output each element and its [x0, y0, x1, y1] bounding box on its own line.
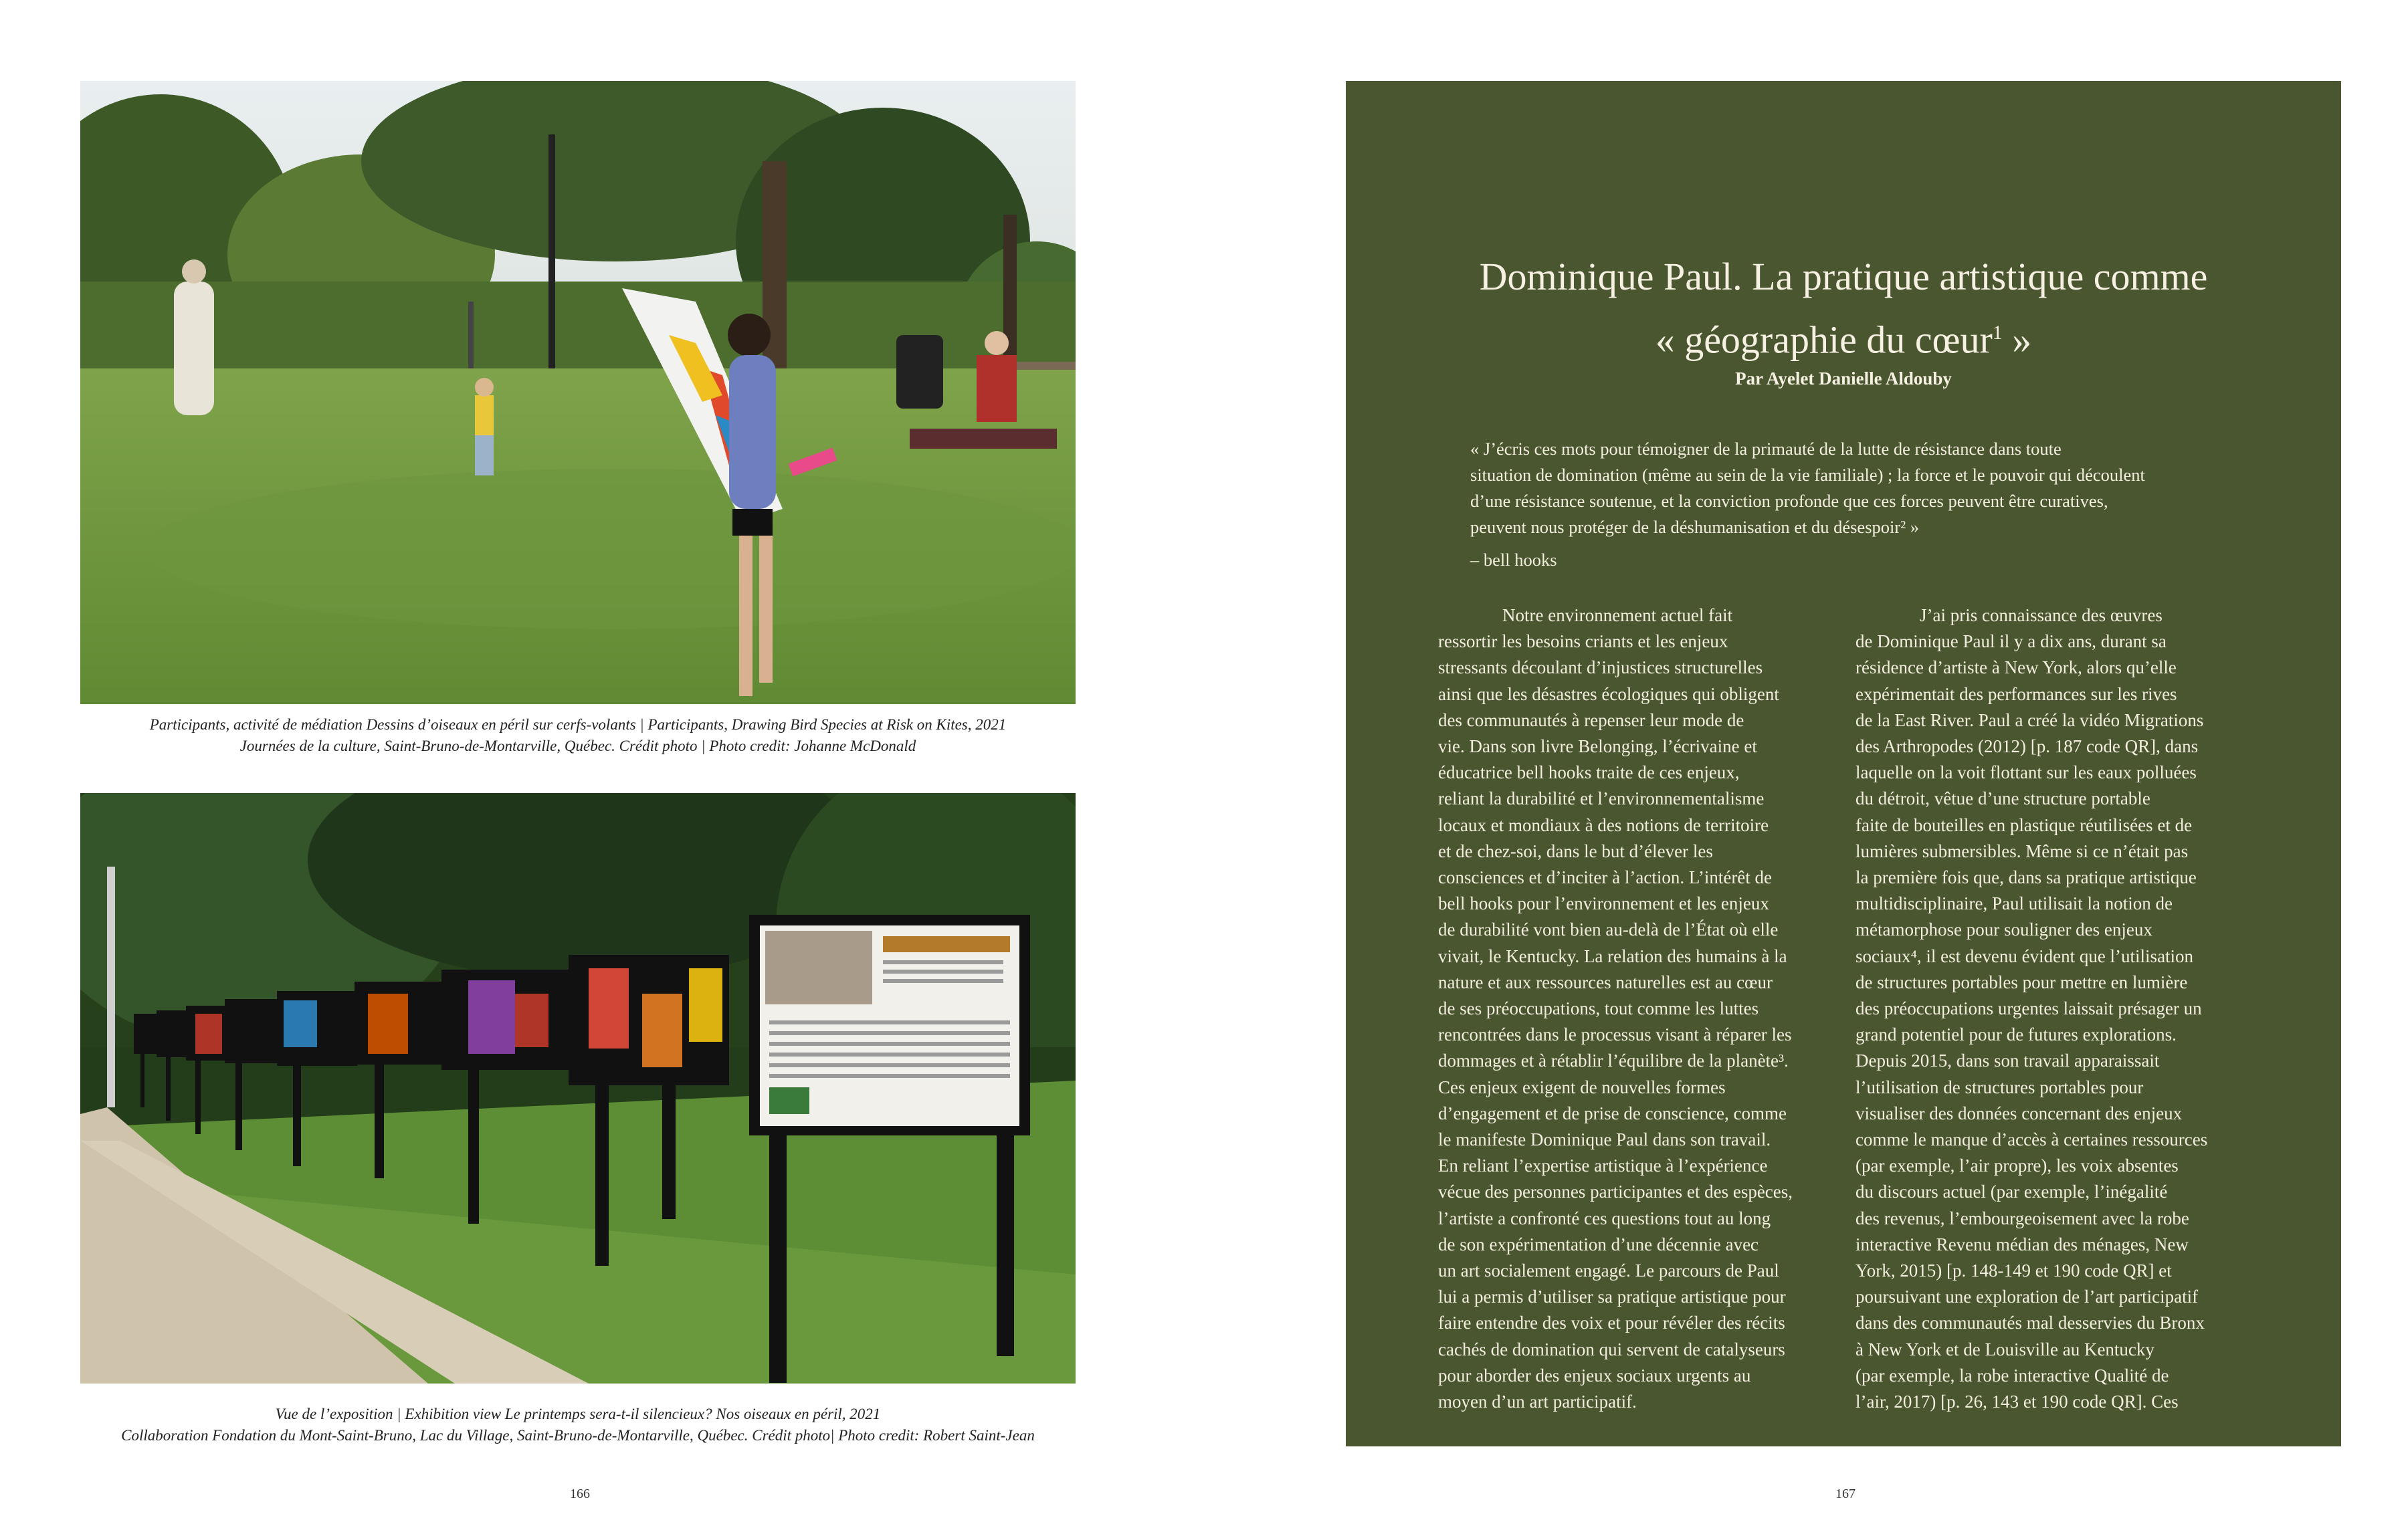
body-text-line: de son expérimentation d’une décennie avec: [1438, 1234, 1759, 1254]
body-text-line: reliant la durabilité et l’environnementalisme: [1438, 788, 1765, 809]
title-footnote-marker: 1: [1992, 322, 2003, 344]
body-text-line: moyen d’un art participatif.: [1438, 1392, 1637, 1412]
body-text-line: des préoccupations urgentes laissait présager un: [1855, 998, 2202, 1019]
body-text-line: le manifeste Dominique Paul dans son travail.: [1438, 1129, 1771, 1150]
author-byline: Par Ayelet Danielle Aldouby: [1735, 368, 1952, 389]
body-text-line: vivait, le Kentucky. La relation des humains à la: [1438, 946, 1787, 966]
body-text-line: pour aborder des enjeux sociaux urgents au: [1438, 1365, 1751, 1386]
body-text-line: de structures portables pour mettre en lumière: [1855, 972, 2188, 992]
body-text-line: locaux et mondiaux à des notions de territoire: [1438, 814, 1769, 835]
body-text-line: métamorphose pour souligner des enjeux: [1855, 919, 2152, 940]
title-text-end: »: [2002, 318, 2032, 362]
body-text-line: J’ai pris connaissance des œuvres: [1920, 605, 2163, 625]
epigraph-author: – bell hooks: [1470, 550, 1557, 570]
body-text-line: du détroit, vêtue d’une structure portable: [1855, 788, 2150, 809]
body-text-line: York, 2015) [p. 148-149 et 190 code QR] et: [1855, 1260, 2172, 1281]
epigraph-line: [1470, 514, 2260, 540]
body-text-line: résidence d’artiste à New York, alors qu’elle: [1855, 657, 2177, 678]
body-text-line: visualiser des données concernant des enjeux: [1855, 1103, 2183, 1123]
body-text-line: de durabilité vont bien au-delà de l’État où elle: [1438, 919, 1779, 940]
epigraph-line: « J’écris ces mots pour témoigner de la primauté de la lutte de résistance dans toute: [1470, 439, 2062, 459]
body-text-line: lumières submersibles. Même si ce n’était pas: [1855, 841, 2189, 861]
title-line: Dominique Paul. La pratique artistique comme: [1479, 255, 2208, 298]
body-text-line: ainsi que les désastres écologiques qui obligent: [1438, 683, 1779, 704]
body-text-line: multidisciplinaire, Paul utilisait la notion de: [1855, 893, 2173, 914]
epigraph-line: d’une résistance soutenue, et la conviction profonde que ces forces peuvent être curatives,: [1470, 491, 2108, 511]
caption-line: Collaboration Fondation du Mont-Saint-Bruno, Lac du Village, Saint-Bruno-de-Montarville, Québec. Crédit photo| Photo credit: Robert Saint-Jean: [121, 1427, 1035, 1444]
body-column-right: [1855, 602, 2264, 1415]
body-text-line: (par exemple, la robe interactive Qualité de: [1855, 1365, 2169, 1386]
body-text-line: stressants découlant d’injustices structurelles: [1438, 657, 1763, 678]
body-text-line: des Arthropodes (2012) [p. 187 code QR], dans: [1855, 736, 2199, 757]
epigraph-line: situation de domination (même au sein de la vie familiale) ; la force et le pouvoir qui découlent: [1470, 465, 2145, 485]
body-text-line: un art socialement engagé. Le parcours de Paul: [1438, 1260, 1779, 1281]
epigraph-text: peuvent nous protéger de la déshumanisation et du désespoir²: [1470, 517, 1906, 537]
title-text: « géographie du cœur: [1655, 318, 1993, 362]
body-text-line: bell hooks pour l’environnement et les enjeux: [1438, 893, 1769, 914]
body-text-line: nature et aux ressources naturelles est au cœur: [1438, 972, 1773, 992]
body-text-line: dans des communautés mal desservies du Bronx: [1855, 1313, 2205, 1333]
body-text-line: du discours actuel (par exemple, l’inégalité: [1855, 1182, 2168, 1202]
caption-line: Participants, activité de médiation Dessins d’oiseaux en péril sur cerfs-volants | Participants, Drawing Bird Species at Risk on Kites, 2021: [149, 716, 1007, 733]
body-text-line: de Dominique Paul il y a dix ans, durant sa: [1855, 631, 2167, 652]
photo-kite-activity: [80, 81, 1076, 704]
body-text-line: d’engagement et de prise de conscience, comme: [1438, 1103, 1787, 1123]
body-text-line: faite de bouteilles en plastique réutilisées et de: [1855, 814, 2193, 835]
body-column-left: [1438, 602, 1833, 1415]
page-number-left: 166: [570, 1487, 590, 1501]
body-text-line: de ses préoccupations, tout comme les luttes: [1438, 998, 1759, 1019]
photo-bottom-caption: [80, 1404, 1076, 1446]
caption-line: Journées de la culture, Saint-Bruno-de-Montarville, Québec. Crédit photo | Photo credit: Johanne McDonald: [239, 738, 916, 754]
body-text-line: l’artiste a confronté ces questions tout au long: [1438, 1208, 1771, 1228]
body-text-line: éducatrice bell hooks traite de ces enjeux,: [1438, 762, 1740, 783]
caption-line: Vue de l’exposition | Exhibition view Le printemps sera-t-il silencieux? Nos oiseaux en péril, 2021: [275, 1406, 881, 1422]
epigraph: [1470, 436, 2260, 540]
body-text-line: lui a permis d’utiliser sa pratique artistique pour: [1438, 1287, 1786, 1307]
photo-exhibition-view: [80, 793, 1076, 1384]
body-text-line: et de chez-soi, dans le but d’élever les: [1438, 841, 1713, 861]
article-title: [1346, 249, 2341, 368]
body-text-line: cachés de domination qui servent de catalyseurs: [1438, 1339, 1785, 1359]
body-text-line: Notre environnement actuel fait: [1502, 605, 1733, 625]
body-text-line: poursuivant une exploration de l’art participatif: [1855, 1287, 2199, 1307]
body-text-line: En reliant l’expertise artistique à l’expérience: [1438, 1156, 1768, 1176]
body-text-line: dommages et à rétablir l’équilibre de la planète³.: [1438, 1051, 1789, 1071]
body-text-line: des revenus, l’embourgeoisement avec la robe: [1855, 1208, 2189, 1228]
body-text-line: grand potentiel pour de futures explorations.: [1855, 1024, 2177, 1045]
page-number-right: 167: [1835, 1487, 1855, 1501]
title-line: [1346, 305, 2341, 368]
body-text-line: Ces enjeux exigent de nouvelles formes: [1438, 1077, 1726, 1097]
body-text-line: Depuis 2015, dans son travail apparaissait: [1855, 1051, 2160, 1071]
body-text-line: l’air, 2017) [p. 26, 143 et 190 code QR]. Ces: [1855, 1392, 2179, 1412]
body-text-line: (par exemple, l’air propre), les voix absentes: [1855, 1156, 2179, 1176]
body-text-line: rencontrées dans le processus visant à réparer les: [1438, 1024, 1792, 1045]
body-text-line: sociaux⁴, il est devenu évident que l’utilisation: [1855, 946, 2194, 966]
body-text-line: consciences et d’inciter à l’action. L’intérêt de: [1438, 867, 1773, 888]
body-text-line: laquelle on la voit flottant sur les eaux polluées: [1855, 762, 2197, 783]
body-text-line: ressortir les besoins criants et les enjeux: [1438, 631, 1728, 652]
body-text-line: vie. Dans son livre Belonging, l’écrivaine et: [1438, 736, 1757, 757]
body-text-line: à New York et de Louisville au Kentucky: [1855, 1339, 2154, 1359]
epigraph-text-end: »: [1906, 517, 1920, 537]
body-text-line: comme le manque d’accès à certaines ressources: [1855, 1129, 2208, 1150]
body-text-line: expérimentait des performances sur les rives: [1855, 683, 2177, 704]
body-text-line: des communautés à repenser leur mode de: [1438, 709, 1744, 730]
body-text-line: la première fois que, dans sa pratique artistique: [1855, 867, 2197, 888]
body-text-line: interactive Revenu médian des ménages, New: [1855, 1234, 2189, 1254]
photo-top-caption: [80, 714, 1076, 757]
body-text-line: faire entendre des voix et pour révéler des récits: [1438, 1313, 1785, 1333]
body-text-line: de la East River. Paul a créé la vidéo Migrations: [1855, 709, 2204, 730]
body-text-line: vécue des personnes participantes et des espèces,: [1438, 1182, 1793, 1202]
body-text-line: l’utilisation de structures portables pour: [1855, 1077, 2144, 1097]
